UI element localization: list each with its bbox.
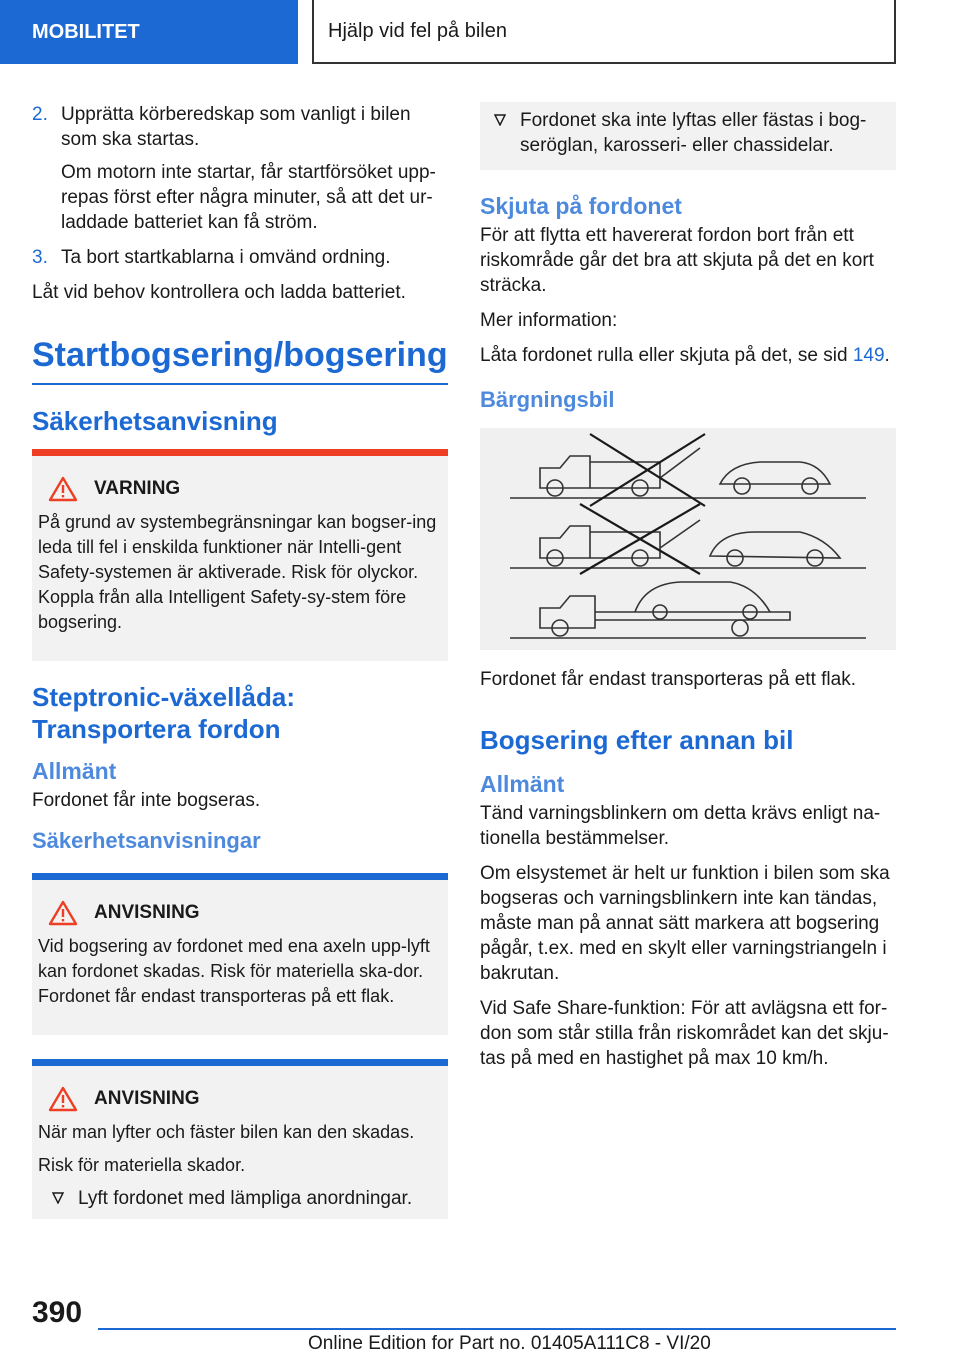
warning-triangle-icon	[48, 476, 78, 502]
triangle-bullet-icon	[480, 108, 520, 158]
warning-text: På grund av systembegränsningar kan bogser-ing leda till fel i enskilda funktioner när Intelli-gent Safety-systemen är aktiverade. Risk för olyckor. Koppla från alla Intelligent Safety-sy-stem före bogsering.	[38, 512, 437, 632]
paragraph: Vid Safe Share-funktion: För att avlägsna ett for-don som står stilla från riskområdet kan det skju-tas på med en hastighet på max 10 km/h.	[480, 998, 889, 1069]
chapter-title: Hjälp vid fel på bilen	[328, 19, 507, 42]
notice-box-2	[32, 1059, 448, 1219]
heading-safety-instructions: Säkerhetsanvisningar	[32, 828, 261, 853]
heading-main: Startbogsering/bogsering	[32, 333, 448, 385]
step-text: Om motorn inte startar, får startförsöket upp-repas först efter några minuter, så att det ur-laddade batteriet kan få ström.	[61, 162, 436, 233]
paragraph: Om elsystemet är helt ur funktion i bilen som ska bogseras och varningsblinkern inte kan tändas, måste man på annat sätt markera att bogsering pågår, t.ex. med en skylt eller varningstriangeln i bakrutan.	[480, 863, 890, 984]
heading-safety: Säkerhetsanvisning	[32, 406, 278, 436]
triangle-bullet-icon	[38, 1186, 78, 1211]
paragraph: Låt vid behov kontrollera och ladda batteriet.	[32, 282, 406, 303]
left-column	[32, 102, 448, 1231]
notice-title: ANVISNING	[94, 1088, 200, 1109]
paragraph-reference	[480, 343, 896, 368]
warning-triangle-icon	[48, 1086, 78, 1112]
reference-text: Låta fordonet rulla eller skjuta på det, se sid	[480, 345, 848, 366]
heading-general: Allmänt	[32, 758, 117, 784]
heading-steptronic: Steptronic-växellåda: Transportera fordon	[32, 682, 295, 744]
warning-title: VARNING	[94, 478, 181, 499]
paragraph: Mer information:	[480, 310, 618, 331]
bullet-text: Lyft fordonet med lämpliga anordningar.	[78, 1188, 413, 1209]
section-tab	[0, 0, 298, 64]
tow-truck-illustration	[480, 428, 896, 650]
paragraph: För att flytta ett havererat fordon bort från ett riskområde går det bra att skjuta på det en kort sträcka.	[480, 225, 874, 296]
step-text: Ta bort startkablarna i omvänd ordning.	[61, 247, 391, 268]
bullet-text: Fordonet ska inte lyftas eller fästas i bog-seröglan, karosseri- eller chassidelar.	[520, 110, 867, 156]
page-link[interactable]: 149	[852, 345, 885, 366]
heading-push: Skjuta på fordonet	[480, 193, 682, 219]
bullet-item	[38, 1186, 440, 1211]
notice-text: Risk för materiella skador.	[38, 1155, 246, 1175]
section-title: MOBILITET	[32, 20, 140, 43]
warning-box	[32, 449, 448, 661]
edition-text: Online Edition for Part no. 01405A111C8 - VI/20	[308, 1333, 711, 1354]
step-3	[32, 245, 448, 270]
figure-caption: Fordonet får endast transporteras på ett flak.	[480, 669, 856, 690]
page-number: 390	[32, 1296, 83, 1329]
chapter-tab	[312, 0, 896, 64]
heading-general: Allmänt	[480, 771, 565, 797]
notice-text: Vid bogsering av fordonet med ena axeln upp-lyft kan fordonet skadas. Risk för materiella ska-dor. Fordonet får endast transporteras på ett flak.	[38, 936, 430, 1006]
notice-box-1	[32, 873, 448, 1035]
notice-title: ANVISNING	[94, 902, 200, 923]
continued-box	[480, 102, 896, 170]
reference-end: .	[884, 345, 890, 366]
step-number: 2.	[32, 104, 48, 125]
warning-triangle-icon	[48, 900, 78, 926]
right-column	[480, 102, 896, 1081]
step-text: Upprätta körberedskap som vanligt i bilen som ska startas.	[61, 104, 411, 150]
step-2	[32, 102, 448, 235]
footer-rule	[98, 1328, 896, 1330]
bullet-item	[480, 104, 888, 158]
heading-tow-truck: Bärgningsbil	[480, 387, 615, 412]
heading-tow: Bogsering efter annan bil	[480, 725, 794, 755]
step-number: 3.	[32, 247, 48, 268]
paragraph: Tänd varningsblinkern om detta krävs enligt na-tionella bestämmelser.	[480, 803, 881, 849]
paragraph: Fordonet får inte bogseras.	[32, 790, 261, 811]
notice-text: När man lyfter och fäster bilen kan den skadas.	[38, 1122, 415, 1142]
